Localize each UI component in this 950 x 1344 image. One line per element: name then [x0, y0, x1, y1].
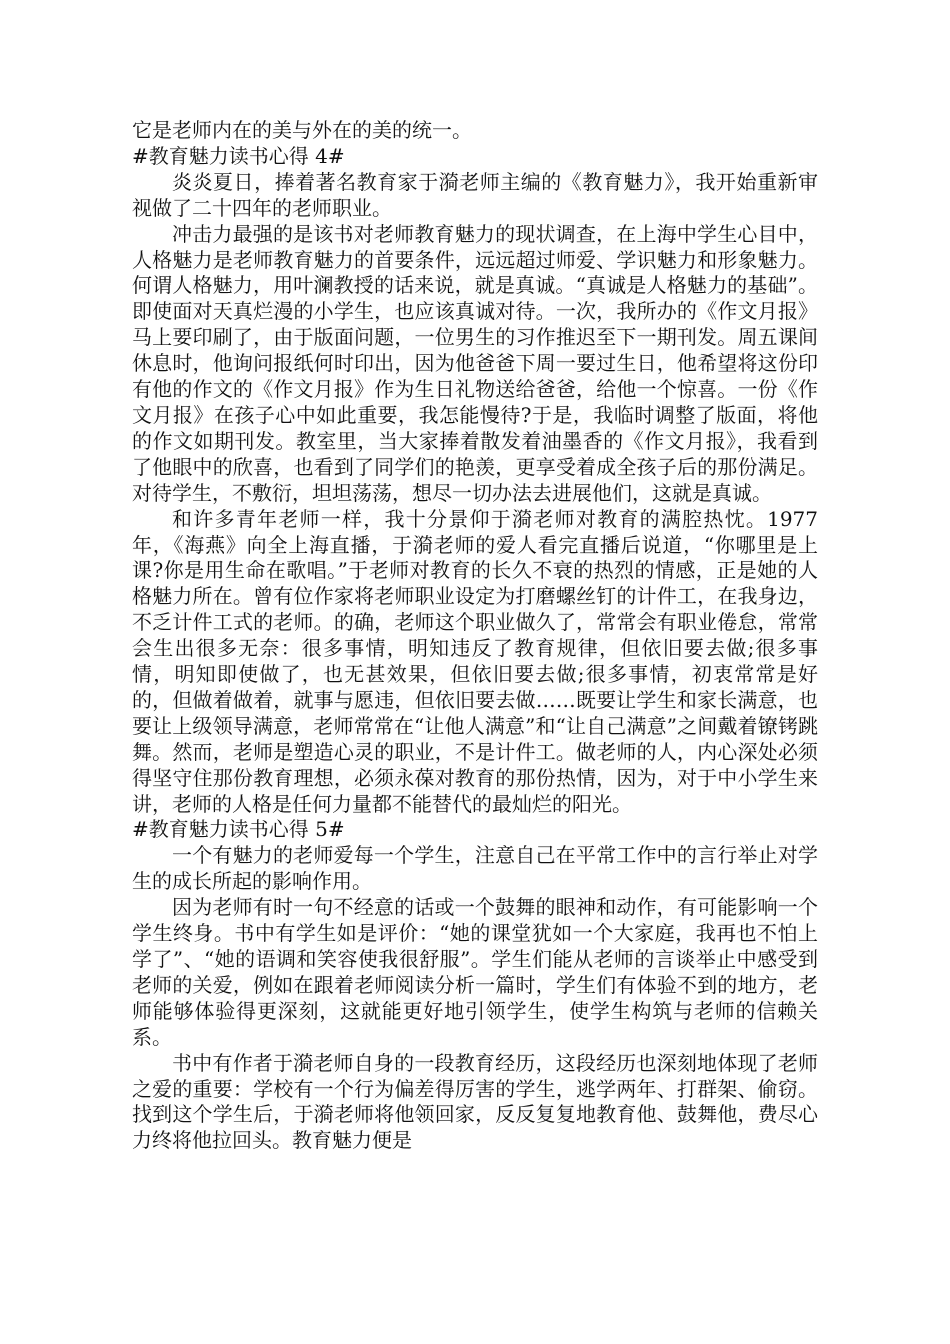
paragraph: 炎炎夏日，捧着著名教育家于漪老师主编的《教育魅力》，我开始重新审视做了二十四年的老师职业。 — [132, 169, 818, 220]
document-body — [132, 118, 818, 1154]
paragraph: 书中有作者于漪老师自身的一段教育经历，这段经历也深刻地体现了老师之爱的重要：学校有一个行为偏差得厉害的学生，逃学两年、打群架、偷窃。找到这个学生后，于漪老师将他领回家，反反复复地教育他、鼓舞他，费尽心力终将他拉回头。教育魅力便是 — [132, 1050, 818, 1153]
paragraph-continued: 它是老师内在的美与外在的美的统一。 — [132, 118, 472, 142]
paragraph: 和许多青年老师一样，我十分景仰于漪老师对教育的满腔热忱。1977 年，《海燕》向全上海直播，于漪老师的爱人看完直播后说道，“你哪里是上课?你是用生命在歌唱。”于老师对教育的长久不衰的热烈的情感，正是她的人格魅力所在。曾有位作家将老师职业设定为打磨螺丝钉的计件工，在我身边，不乏计件工式的老师。的确，老师这个职业做久了，常常会有职业倦怠，常常会生出很多无奈：很多事情，明知违反了教育规律，但依旧要去做;很多事情，明知即使做了，也无甚效果，但依旧要去做;很多事情，初衷常常是好的，但做着做着，就事与愿违，但依旧要去做……既要让学生和家长满意，也要让上级领导满意，老师常常在“让他人满意”和“让自己满意”之间戴着镣铐跳舞。然而，老师是塑造心灵的职业，不是计件工。做老师的人，内心深处必须得坚守住那份教育理想，必须永葆对教育的那份热情，因为，对于中小学生来讲，老师的人格是任何力量都不能替代的最灿烂的阳光。 — [132, 506, 818, 816]
section-heading-4: #教育魅力读书心得 4# — [132, 143, 345, 168]
section-heading-5: #教育魅力读书心得 5# — [132, 817, 345, 842]
paragraph: 一个有魅力的老师爱每一个学生，注意自己在平常工作中的言行举止对学生的成长所起的影响作用。 — [132, 843, 818, 894]
paragraph: 因为老师有时一句不经意的话或一个鼓舞的眼神和动作，有可能影响一个学生终身。书中有学生如是评价：“她的课堂犹如一个大家庭，我再也不怕上学了”、“她的语调和笑容使我很舒服”。学生们能从老师的言谈举止中感受到老师的关爱，例如在跟着老师阅读分析一篇时，学生们有体验不到的地方，老师能够体验得更深刻，这就能更好地引领学生，使学生构筑与老师的信赖关系。 — [132, 895, 818, 1049]
paragraph: 冲击力最强的是该书对老师教育魅力的现状调查，在上海中学生心目中，人格魅力是老师教育魅力的首要条件，远远超过师爱、学识魅力和形象魅力。何谓人格魅力，用叶澜教授的话来说，就是真诚。“真诚是人格魅力的基础”。即使面对天真烂漫的小学生，也应该真诚对待。一次，我所办的《作文月报》马上要印刷了，由于版面问题，一位男生的习作推迟至下一期刊发。周五课间休息时，他询问报纸何时印出，因为他爸爸下周一要过生日，他希望将这份印有他的作文的《作文月报》作为生日礼物送给爸爸，给他一个惊喜。一份《作文月报》在孩子心中如此重要，我怎能慢待?于是，我临时调整了版面，将他的作文如期刊发。教室里，当大家捧着散发着油墨香的《作文月报》，我看到了他眼中的欣喜，也看到了同学们的艳羡，更享受着成全孩子后的那份满足。对待学生，不敷衍，坦坦荡荡，想尽一切办法去进展他们，这就是真诚。 — [132, 221, 818, 505]
